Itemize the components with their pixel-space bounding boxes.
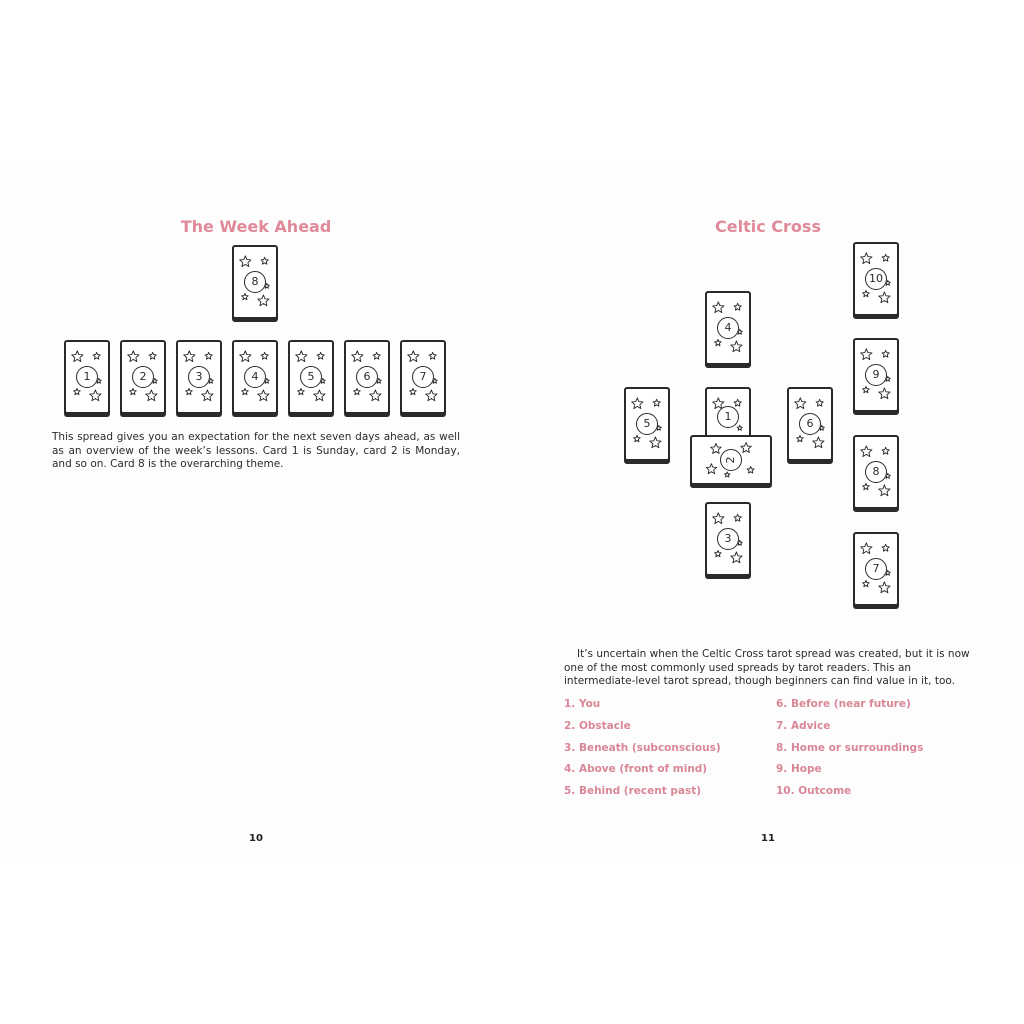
star-icon	[734, 514, 741, 521]
star-icon	[240, 256, 251, 267]
card-number: 7	[865, 558, 887, 580]
position-item: 6. Before (near future)	[776, 698, 911, 710]
celtic-cross-description: It’s uncertain when the Celtic Cross tarot spread was created, but it is now one of the most commonly used spreads by tarot readers. This an intermediate-level tarot spread, though beginners can find value in it, too.	[564, 648, 970, 687]
position-item: 3. Beneath (subconscious)	[564, 742, 721, 754]
tarot-card	[787, 387, 833, 461]
star-icon	[731, 341, 742, 352]
star-icon	[863, 580, 870, 586]
star-icon	[632, 398, 643, 409]
star-icon	[202, 390, 213, 401]
star-icon	[715, 550, 722, 556]
position-item: 8. Home or surroundings	[776, 742, 924, 754]
star-icon	[861, 253, 872, 264]
star-icon	[813, 437, 824, 448]
tarot-card	[232, 340, 278, 414]
tarot-card	[64, 340, 110, 414]
star-icon	[426, 390, 437, 401]
star-icon	[650, 437, 661, 448]
tarot-card	[288, 340, 334, 414]
star-icon	[314, 390, 325, 401]
celtic-cross-title: Celtic Cross	[715, 217, 821, 236]
card-number: 4	[244, 366, 266, 388]
star-icon	[795, 398, 806, 409]
card-number: 2	[132, 366, 154, 388]
star-icon	[410, 388, 417, 394]
week-ahead-title: The Week Ahead	[180, 217, 332, 236]
tarot-card	[120, 340, 166, 414]
tarot-card	[853, 435, 899, 509]
star-icon	[863, 386, 870, 392]
star-icon	[74, 388, 81, 394]
star-icon	[713, 302, 724, 313]
star-icon	[882, 350, 889, 357]
star-icon	[715, 339, 722, 345]
card-number: 5	[636, 413, 658, 435]
star-icon	[352, 351, 363, 362]
star-icon	[879, 388, 890, 399]
star-icon	[734, 303, 741, 310]
star-icon	[879, 292, 890, 303]
card-number: 2	[720, 449, 742, 471]
star-icon	[731, 552, 742, 563]
tarot-card	[624, 387, 670, 461]
star-icon	[261, 257, 268, 264]
star-icon	[882, 254, 889, 261]
star-icon	[879, 582, 890, 593]
position-item: 7. Advice	[776, 720, 831, 732]
star-icon	[186, 388, 193, 394]
card-number: 6	[799, 413, 821, 435]
star-icon	[130, 388, 137, 394]
star-icon	[240, 351, 251, 362]
star-icon	[429, 352, 436, 359]
tarot-card	[853, 338, 899, 412]
star-icon	[741, 443, 751, 453]
card-number: 1	[717, 406, 739, 428]
star-icon	[653, 399, 660, 406]
star-icon	[734, 399, 741, 406]
star-icon	[711, 443, 721, 453]
star-icon	[737, 425, 742, 430]
star-icon	[149, 352, 156, 359]
star-icon	[863, 483, 870, 489]
star-icon	[816, 399, 823, 406]
star-icon	[184, 351, 195, 362]
tarot-card-crossing	[690, 435, 772, 485]
star-icon	[863, 290, 870, 296]
star-icon	[882, 447, 889, 454]
star-icon	[261, 352, 268, 359]
star-icon	[258, 390, 269, 401]
tarot-card	[232, 245, 278, 319]
position-item: 1. You	[564, 698, 601, 710]
card-number: 3	[717, 528, 739, 550]
star-icon	[408, 351, 419, 362]
tarot-card	[176, 340, 222, 414]
star-icon	[90, 390, 101, 401]
week-ahead-description: This spread gives you an expectation for the next seven days ahead, as well as an overview of the week’s lessons. Card 1 is Sunday, card 2 is Monday, and so on. Card 8 is the overarching theme.	[52, 431, 460, 470]
star-icon	[797, 435, 804, 441]
tarot-card	[344, 340, 390, 414]
star-icon	[713, 513, 724, 524]
card-number: 8	[865, 461, 887, 483]
card-number: 9	[865, 364, 887, 386]
star-icon	[258, 295, 269, 306]
position-item: 4. Above (front of mind)	[564, 763, 708, 775]
star-icon	[370, 390, 381, 401]
tarot-card	[705, 291, 751, 365]
star-icon	[706, 464, 716, 474]
star-icon	[879, 485, 890, 496]
page-number: 10	[249, 833, 263, 844]
card-number: 4	[717, 317, 739, 339]
card-number: 10	[865, 268, 887, 290]
star-icon	[242, 293, 249, 299]
card-number: 1	[76, 366, 98, 388]
tarot-card	[853, 532, 899, 606]
star-icon	[861, 446, 872, 457]
star-icon	[882, 544, 889, 551]
star-icon	[146, 390, 157, 401]
star-icon	[747, 466, 754, 473]
star-icon	[298, 388, 305, 394]
card-number: 7	[412, 366, 434, 388]
star-icon	[634, 435, 641, 441]
position-item: 10. Outcome	[776, 785, 852, 797]
tarot-card	[705, 502, 751, 576]
page-number: 11	[761, 833, 775, 844]
card-number: 3	[188, 366, 210, 388]
tarot-card	[400, 340, 446, 414]
star-icon	[861, 349, 872, 360]
position-item: 2. Obstacle	[564, 720, 631, 732]
right-page	[512, 166, 1024, 858]
star-icon	[725, 472, 730, 477]
card-number: 5	[300, 366, 322, 388]
star-icon	[205, 352, 212, 359]
card-number: 8	[244, 271, 266, 293]
tarot-card	[853, 242, 899, 316]
star-icon	[373, 352, 380, 359]
star-icon	[93, 352, 100, 359]
star-icon	[861, 543, 872, 554]
position-item: 5. Behind (recent past)	[564, 785, 702, 797]
star-icon	[242, 388, 249, 394]
card-number: 6	[356, 366, 378, 388]
star-icon	[128, 351, 139, 362]
star-icon	[317, 352, 324, 359]
star-icon	[296, 351, 307, 362]
star-icon	[354, 388, 361, 394]
star-icon	[72, 351, 83, 362]
position-item: 9. Hope	[776, 763, 822, 775]
